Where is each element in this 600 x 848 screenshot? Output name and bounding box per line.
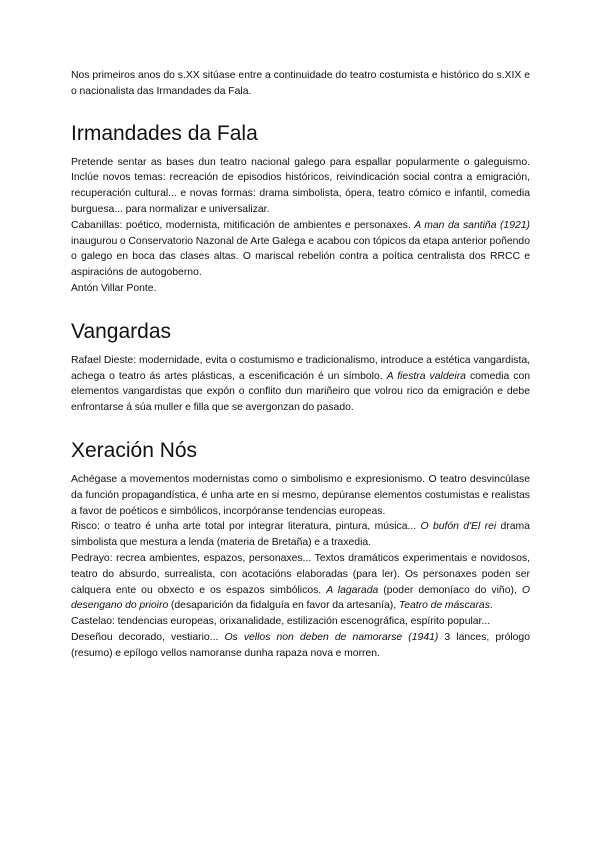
text-span: Risco: o teatro é unha arte total por integrar literatura, pintura, música...	[71, 521, 421, 533]
work-title: A fiestra valdeira	[386, 370, 466, 382]
vangardas-paragraph-dieste	[71, 353, 530, 416]
text-span: inaugurou o Conservatorio Nazonal de Arte Galega e acabou con tópicos da etapa anterior poñendo o galego en boca das clases altas. O mariscal rebelión contra a poítica centralista dos RRCC e aspiracións de autogoberno.	[71, 235, 530, 279]
heading-irmandades-da-fala: Irmandades da Fala	[71, 121, 258, 145]
heading-xeracion-nos: Xeración Nós	[71, 438, 198, 462]
section-vangardas	[71, 353, 530, 416]
xeracion-paragraph-1: Achégase a movementos modernistas como o simbolismo e expresionismo. O teatro desvincúlase da función propagandística, é unha arte en si mesmo, depúranse elementos costumistas e realistas a favor de poéticos e simbólicos, incorpóranse tendencias europeas.	[71, 473, 530, 517]
text-span: Rafael Dieste: modernidade, evita o costumismo e tradicionalismo, introduce a estética vangardista, achega o teatro ás artes plásticas, a escenificación é un símbolo.	[71, 354, 530, 382]
xeracion-paragraph-castelao-works	[71, 630, 530, 662]
document-body	[71, 68, 530, 662]
heading-vangardas: Vangardas	[71, 319, 172, 343]
work-title: O desengano do prioiro	[71, 584, 530, 612]
text-span: 3 lances, prólogo (resumo) e epílogo vellos namoranse dunha rapaza nova e morren.	[71, 631, 530, 659]
intro-paragraph: Nos primeiros anos do s.XX sitúase entre a continuidade do teatro costumista e histórico do s.XIX e o nacionalista das Irmandades da Fala.	[71, 70, 530, 97]
xeracion-paragraph-risco	[71, 519, 530, 551]
text-span: drama simbolista que mestura a lenda (materia de Bretaña) e a traxedia.	[71, 521, 530, 549]
irmandades-paragraph-1: Pretende sentar as bases dun teatro nacional galego para espallar popularmente o galeguismo. Inclúe novos temas: recreación de episodios históricos, reivindicación social contra a emigración, recuperación cultural... e novas formas: drama simbolista, ópera, teatro cómico e infantil, comedia burguesa... para normalizar e universalizar.	[71, 156, 530, 215]
irmandades-paragraph-cabanillas	[71, 218, 530, 281]
work-title: Teatro de máscaras	[398, 600, 490, 612]
text-span: Pedrayo: recrea ambientes, espazos, personaxes... Textos dramáticos experimentais e novidosos, teatro do absurdo, surrealista, con acotacións elaboradas (para ler). Os personaxes poden ser calquera ente ou obxecto e os espazos simbólicos.	[71, 552, 530, 596]
xeracion-paragraph-castelao: Castelao: tendencias europeas, orixanalidade, estilización escenográfica, espírito popular...	[71, 616, 491, 628]
text-span: (poder demoníaco do viño),	[378, 584, 522, 596]
text-span: .	[489, 600, 493, 612]
text-span: Deseñou decorado, vestiario...	[71, 631, 225, 643]
text-span: (desaparición da fidalguía en favor da artesanía),	[168, 600, 399, 612]
text-span: comedia con elementos vangardistas que expón o conflito dun mariñeiro que volrou rico da emigración e debe enfrontarse á súa muller e filla que se avergonzan do pasado.	[71, 370, 530, 414]
xeracion-paragraph-pedrayo	[71, 551, 530, 614]
work-title: A man da santiña (1921)	[414, 219, 530, 231]
work-title: O bufón d'El rei	[420, 521, 497, 533]
text-span: Cabanillas: poético, modernista, mitificación de ambientes e personaxes.	[71, 219, 415, 231]
work-title: A lagarada	[326, 584, 379, 596]
work-title: Os vellos non deben de namorarse (1941)	[224, 631, 439, 643]
section-xeracion-nos	[71, 472, 530, 662]
irmandades-paragraph-villar-ponte: Antón Villar Ponte.	[71, 282, 157, 294]
section-irmandades-da-fala	[71, 155, 530, 297]
